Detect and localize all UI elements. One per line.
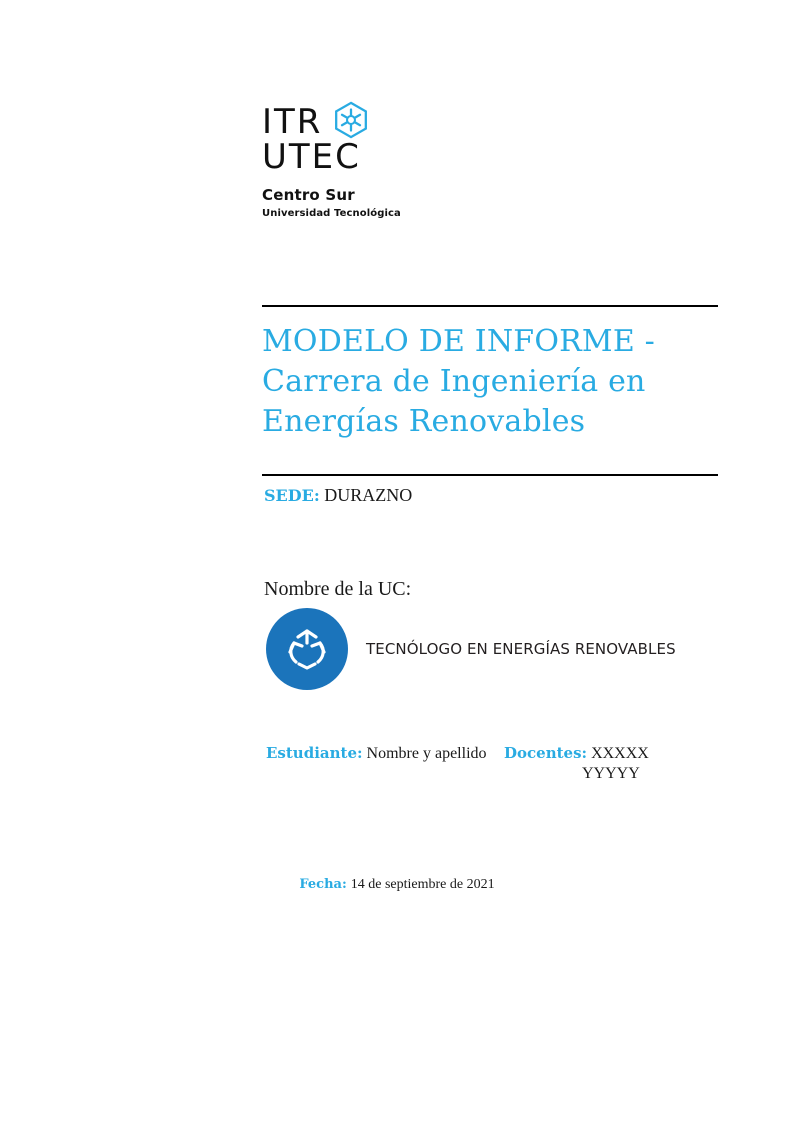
date-label: Fecha: bbox=[299, 877, 347, 892]
people-row bbox=[266, 744, 722, 783]
date-value: 14 de septiembre de 2021 bbox=[350, 877, 495, 892]
sede-value: DURAZNO bbox=[324, 485, 413, 505]
teachers-label: Docentes: bbox=[504, 744, 588, 762]
utec-logo bbox=[262, 104, 522, 219]
recycling-arrows-icon bbox=[266, 608, 348, 690]
student-value: Nombre y apellido bbox=[366, 745, 487, 762]
date-row bbox=[0, 875, 794, 893]
page-title: MODELO DE INFORME - Carrera de Ingeniería en Energías Renovables bbox=[262, 324, 655, 439]
logo-line-utec: UTEC bbox=[262, 137, 361, 177]
logo-line-itr: ITR bbox=[262, 102, 323, 143]
student-field bbox=[266, 744, 504, 763]
logo-subtitle: Centro Sur bbox=[262, 185, 355, 204]
divider-above-title bbox=[262, 305, 718, 307]
student-label: Estudiante: bbox=[266, 744, 363, 762]
sede-line bbox=[264, 485, 412, 506]
teachers-field bbox=[504, 744, 649, 783]
hexagon-star-icon bbox=[332, 101, 370, 139]
teachers-value-secondary: YYYYY bbox=[582, 765, 640, 782]
divider-below-title bbox=[262, 474, 718, 476]
program-block bbox=[266, 608, 676, 690]
uc-name-label: Nombre de la UC: bbox=[264, 578, 412, 600]
program-name: TECNÓLOGO EN ENERGÍAS RENOVABLES bbox=[366, 639, 676, 658]
logo-subtitle-secondary: Universidad Tecnológica bbox=[262, 207, 401, 219]
sede-label: SEDE: bbox=[264, 486, 320, 505]
teachers-value: XXXXX bbox=[591, 745, 649, 762]
